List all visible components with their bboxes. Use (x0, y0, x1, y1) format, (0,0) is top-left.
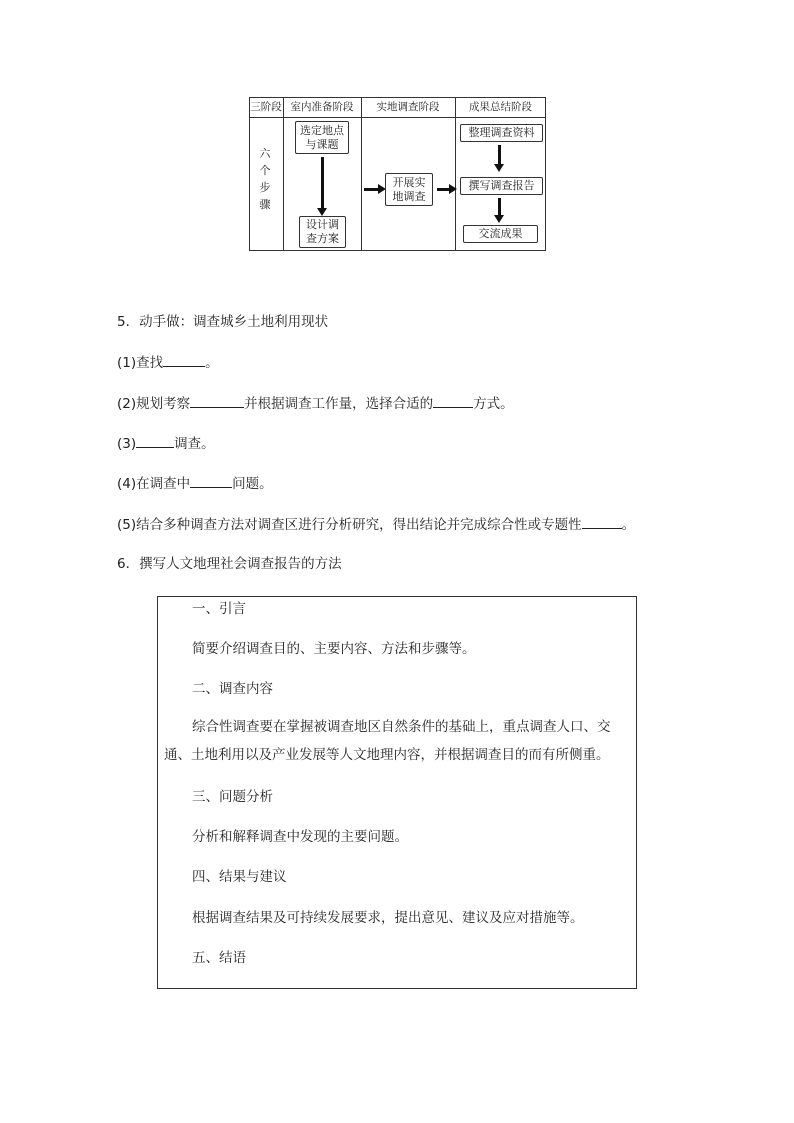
fill-blank[interactable] (433, 393, 473, 408)
report-heading-content: 二、调查内容 (192, 681, 273, 697)
report-heading-analysis: 三、问题分析 (192, 789, 273, 805)
step-design-plan: 设计调 查方案 (299, 216, 346, 248)
report-heading-results: 四、结果与建议 (192, 869, 287, 885)
header-field-survey: 实地调查阶段 (376, 101, 440, 113)
column-divider (283, 97, 284, 251)
step-field-survey: 开展实 地调查 (385, 173, 433, 206)
section-6-title: 6．撰写人文地理社会调查报告的方法 (117, 556, 342, 572)
report-template-box (157, 596, 637, 989)
fill-blank[interactable] (163, 352, 205, 367)
step-select-topic: 选定地点 与课题 (295, 121, 349, 154)
research-steps-diagram (249, 97, 546, 251)
item-5: (5)结合多种调查方法对调查区进行分析研究，得出结论并完成综合性或专题性 。 (117, 514, 635, 535)
report-text-intro: 简要介绍调查目的、主要内容、方法和步骤等。 (192, 641, 476, 657)
arrow-right-icon (364, 188, 379, 191)
report-heading-conclusion: 五、结语 (192, 950, 246, 966)
header-summary: 成果总结阶段 (469, 101, 532, 113)
column-divider (455, 97, 456, 251)
fill-blank[interactable] (190, 473, 232, 488)
item-2: (2)规划考察 并根据调查工作量，选择合适的 方式。 (117, 393, 514, 414)
item-1: (1)查找 。 (117, 352, 219, 373)
section-5-title: 5．动手做：调查城乡土地利用现状 (117, 314, 329, 330)
arrow-down-icon (498, 145, 501, 165)
fill-blank[interactable] (582, 514, 622, 529)
column-divider (361, 97, 362, 251)
report-text-results: 根据调查结果及可持续发展要求，提出意见、建议及应对措施等。 (192, 910, 584, 926)
six-steps-label: 六 个 步 骤 (259, 147, 271, 211)
header-indoor-prep: 室内准备阶段 (290, 101, 354, 113)
report-text-content: 综合性调查要在掌握被调查地区自然条件的基础上，重点调查人口、交通、土地利用以及产业发展等人文地理内容，并根据调查目的而有所侧重。 (164, 719, 611, 763)
header-divider (249, 117, 546, 118)
fill-blank[interactable] (136, 433, 174, 448)
item-4: (4)在调查中 问题。 (117, 473, 273, 494)
header-stages: 三阶段 (250, 101, 282, 113)
step-organize-data: 整理调查资料 (460, 124, 543, 142)
arrow-right-icon (437, 188, 450, 191)
item-3: (3) 调查。 (117, 433, 215, 454)
step-write-report: 撰写调查报告 (460, 177, 543, 195)
arrow-down-icon (498, 198, 501, 216)
report-heading-intro: 一、引言 (192, 601, 246, 617)
fill-blank[interactable] (190, 393, 244, 408)
report-text-analysis: 分析和解释调查中发现的主要问题。 (192, 829, 408, 845)
step-share-results: 交流成果 (463, 225, 538, 243)
arrow-down-icon (321, 157, 324, 209)
